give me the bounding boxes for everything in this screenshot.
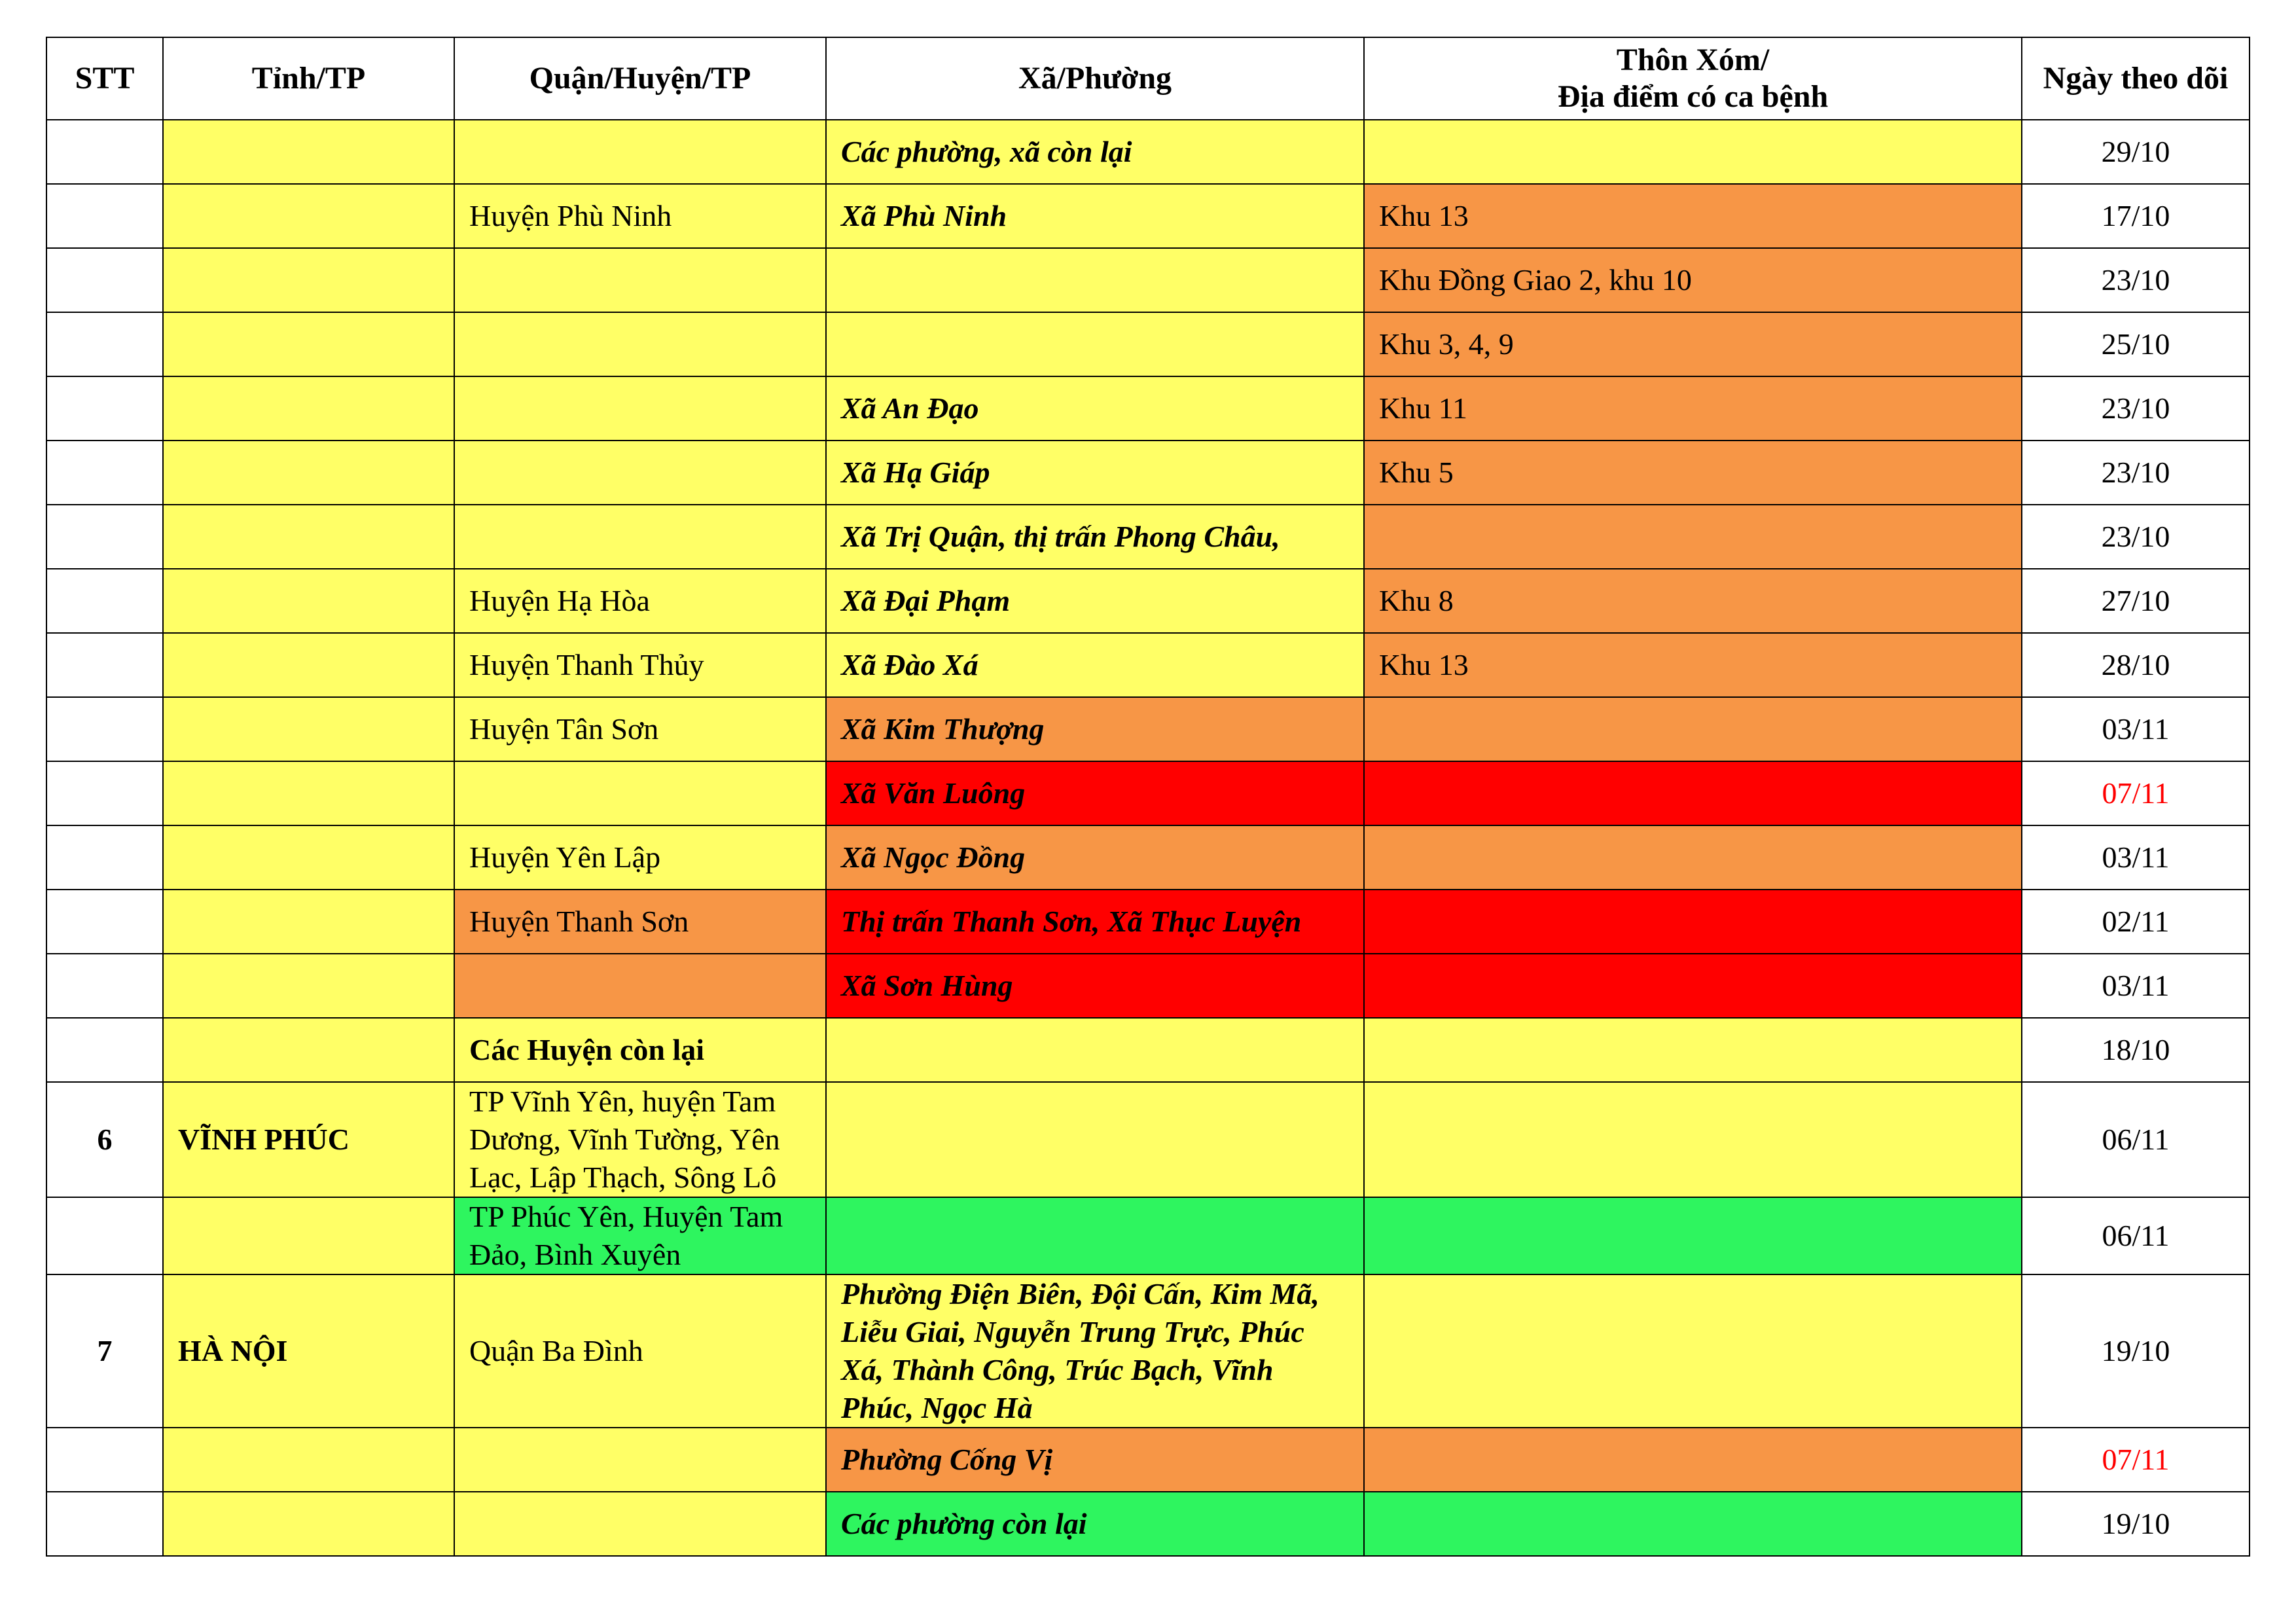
cell-date: 07/11 — [2022, 1428, 2250, 1492]
cell-district: Huyện Hạ Hòa — [454, 569, 826, 633]
cell-province — [163, 569, 454, 633]
cell-village: Khu Đồng Giao 2, khu 10 — [1364, 248, 2022, 312]
table-row — [46, 248, 2250, 312]
cell-date: 23/10 — [2022, 376, 2250, 441]
cell-province: HÀ NỘI — [163, 1274, 454, 1428]
header-village-line1: Thôn Xóm/ — [1616, 43, 1770, 77]
cell-district: TP Vĩnh Yên, huyện Tam Dương, Vĩnh Tường, Yên Lạc, Lập Thạch, Sông Lô — [454, 1082, 826, 1197]
cell-village — [1364, 120, 2022, 184]
cell-district — [454, 1492, 826, 1556]
header-village — [1364, 37, 2022, 120]
cell-stt — [46, 1197, 163, 1274]
cell-stt — [46, 184, 163, 248]
cell-date: 23/10 — [2022, 248, 2250, 312]
cell-stt — [46, 697, 163, 761]
header-stt: STT — [46, 37, 163, 120]
table-row — [46, 697, 2250, 761]
cell-stt — [46, 954, 163, 1018]
cell-village: Khu 3, 4, 9 — [1364, 312, 2022, 376]
table-row — [46, 376, 2250, 441]
header-village-line2: Địa điểm có ca bệnh — [1557, 79, 1829, 114]
cell-ward: Xã Ngọc Đồng — [826, 825, 1364, 890]
cell-province — [163, 1018, 454, 1082]
cell-district: Huyện Yên Lập — [454, 825, 826, 890]
cell-ward — [826, 1018, 1364, 1082]
cell-district: Các Huyện còn lại — [454, 1018, 826, 1082]
cell-district — [454, 761, 826, 825]
cell-ward: Xã Văn Luông — [826, 761, 1364, 825]
header-date: Ngày theo dõi — [2022, 37, 2250, 120]
cell-province — [163, 633, 454, 697]
cell-district: Huyện Tân Sơn — [454, 697, 826, 761]
table-row — [46, 312, 2250, 376]
cell-province — [163, 1492, 454, 1556]
cell-ward — [826, 1197, 1364, 1274]
cell-province — [163, 505, 454, 569]
cell-province — [163, 184, 454, 248]
cell-stt — [46, 441, 163, 505]
table-row — [46, 1018, 2250, 1082]
cell-ward: Xã Hạ Giáp — [826, 441, 1364, 505]
cell-province — [163, 120, 454, 184]
cell-district: TP Phúc Yên, Huyện Tam Đảo, Bình Xuyên — [454, 1197, 826, 1274]
cell-stt — [46, 1428, 163, 1492]
cell-village — [1364, 954, 2022, 1018]
cell-stt — [46, 761, 163, 825]
cell-province — [163, 248, 454, 312]
cell-village — [1364, 1197, 2022, 1274]
cell-district — [454, 505, 826, 569]
header-province: Tỉnh/TP — [163, 37, 454, 120]
cell-stt — [46, 120, 163, 184]
table-row — [46, 1428, 2250, 1492]
cell-ward: Các phường còn lại — [826, 1492, 1364, 1556]
cell-village — [1364, 825, 2022, 890]
cell-district — [454, 120, 826, 184]
header-ward: Xã/Phường — [826, 37, 1364, 120]
cell-district: Quận Ba Đình — [454, 1274, 826, 1428]
cell-stt — [46, 505, 163, 569]
cell-district — [454, 954, 826, 1018]
cell-date: 03/11 — [2022, 825, 2250, 890]
cell-ward: Phường Điện Biên, Đội Cấn, Kim Mã, Liễu Giai, Nguyễn Trung Trực, Phúc Xá, Thành Công, Trúc Bạch, Vĩnh Phúc, Ngọc Hà — [826, 1274, 1364, 1428]
cell-date: 28/10 — [2022, 633, 2250, 697]
table-row — [46, 1197, 2250, 1274]
table-row — [46, 890, 2250, 954]
table-row — [46, 954, 2250, 1018]
table-row — [46, 184, 2250, 248]
cell-stt — [46, 248, 163, 312]
cell-village: Khu 13 — [1364, 633, 2022, 697]
cell-stt — [46, 633, 163, 697]
cell-village — [1364, 1274, 2022, 1428]
cell-district — [454, 376, 826, 441]
cell-province — [163, 1428, 454, 1492]
cell-stt: 6 — [46, 1082, 163, 1197]
cell-village — [1364, 1018, 2022, 1082]
table-row — [46, 505, 2250, 569]
cell-district — [454, 441, 826, 505]
cell-province — [163, 441, 454, 505]
cell-stt — [46, 890, 163, 954]
cell-date: 19/10 — [2022, 1274, 2250, 1428]
cell-province — [163, 312, 454, 376]
cell-village: Khu 8 — [1364, 569, 2022, 633]
cell-ward: Phường Cống Vị — [826, 1428, 1364, 1492]
cell-province — [163, 376, 454, 441]
cell-ward: Xã Trị Quận, thị trấn Phong Châu, — [826, 505, 1364, 569]
cell-village — [1364, 697, 2022, 761]
cell-date: 06/11 — [2022, 1197, 2250, 1274]
cell-ward: Các phường, xã còn lại — [826, 120, 1364, 184]
cell-district: Huyện Thanh Thủy — [454, 633, 826, 697]
cell-date: 19/10 — [2022, 1492, 2250, 1556]
cell-date: 27/10 — [2022, 569, 2250, 633]
header-district: Quận/Huyện/TP — [454, 37, 826, 120]
cell-village: Khu 5 — [1364, 441, 2022, 505]
cell-stt — [46, 1492, 163, 1556]
cell-province — [163, 761, 454, 825]
cell-stt — [46, 312, 163, 376]
cell-ward: Xã Đại Phạm — [826, 569, 1364, 633]
table-row — [46, 761, 2250, 825]
table-row — [46, 120, 2250, 184]
table-row — [46, 1274, 2250, 1428]
cell-district: Huyện Phù Ninh — [454, 184, 826, 248]
cell-ward: Xã Sơn Hùng — [826, 954, 1364, 1018]
cell-ward — [826, 248, 1364, 312]
cell-village: Khu 11 — [1364, 376, 2022, 441]
cell-village — [1364, 890, 2022, 954]
header-row — [46, 37, 2250, 120]
cell-ward — [826, 1082, 1364, 1197]
cell-ward: Thị trấn Thanh Sơn, Xã Thục Luyện — [826, 890, 1364, 954]
cell-village — [1364, 505, 2022, 569]
cell-stt — [46, 569, 163, 633]
cell-ward: Xã An Đạo — [826, 376, 1364, 441]
cell-ward: Xã Đào Xá — [826, 633, 1364, 697]
cell-date: 03/11 — [2022, 954, 2250, 1018]
table-row — [46, 441, 2250, 505]
cell-date: 06/11 — [2022, 1082, 2250, 1197]
cell-date: 23/10 — [2022, 441, 2250, 505]
cell-stt: 7 — [46, 1274, 163, 1428]
cell-village — [1364, 1082, 2022, 1197]
monitoring-table — [46, 37, 2250, 1557]
cell-district — [454, 1428, 826, 1492]
cell-province — [163, 890, 454, 954]
cell-date: 07/11 — [2022, 761, 2250, 825]
cell-district — [454, 312, 826, 376]
table-row — [46, 1492, 2250, 1556]
cell-date: 25/10 — [2022, 312, 2250, 376]
cell-date: 02/11 — [2022, 890, 2250, 954]
table-row — [46, 569, 2250, 633]
cell-date: 23/10 — [2022, 505, 2250, 569]
cell-village — [1364, 761, 2022, 825]
cell-province — [163, 954, 454, 1018]
cell-date: 29/10 — [2022, 120, 2250, 184]
cell-ward — [826, 312, 1364, 376]
cell-district — [454, 248, 826, 312]
table-row — [46, 1082, 2250, 1197]
cell-date: 03/11 — [2022, 697, 2250, 761]
table-body — [46, 120, 2250, 1556]
table-row — [46, 633, 2250, 697]
cell-date: 17/10 — [2022, 184, 2250, 248]
cell-village — [1364, 1428, 2022, 1492]
cell-date: 18/10 — [2022, 1018, 2250, 1082]
cell-province — [163, 825, 454, 890]
cell-stt — [46, 825, 163, 890]
cell-district: Huyện Thanh Sơn — [454, 890, 826, 954]
cell-province — [163, 1197, 454, 1274]
cell-village: Khu 13 — [1364, 184, 2022, 248]
cell-province: VĨNH PHÚC — [163, 1082, 454, 1197]
cell-stt — [46, 376, 163, 441]
cell-ward: Xã Phù Ninh — [826, 184, 1364, 248]
cell-province — [163, 697, 454, 761]
cell-stt — [46, 1018, 163, 1082]
cell-ward: Xã Kim Thượng — [826, 697, 1364, 761]
table-row — [46, 825, 2250, 890]
cell-village — [1364, 1492, 2022, 1556]
